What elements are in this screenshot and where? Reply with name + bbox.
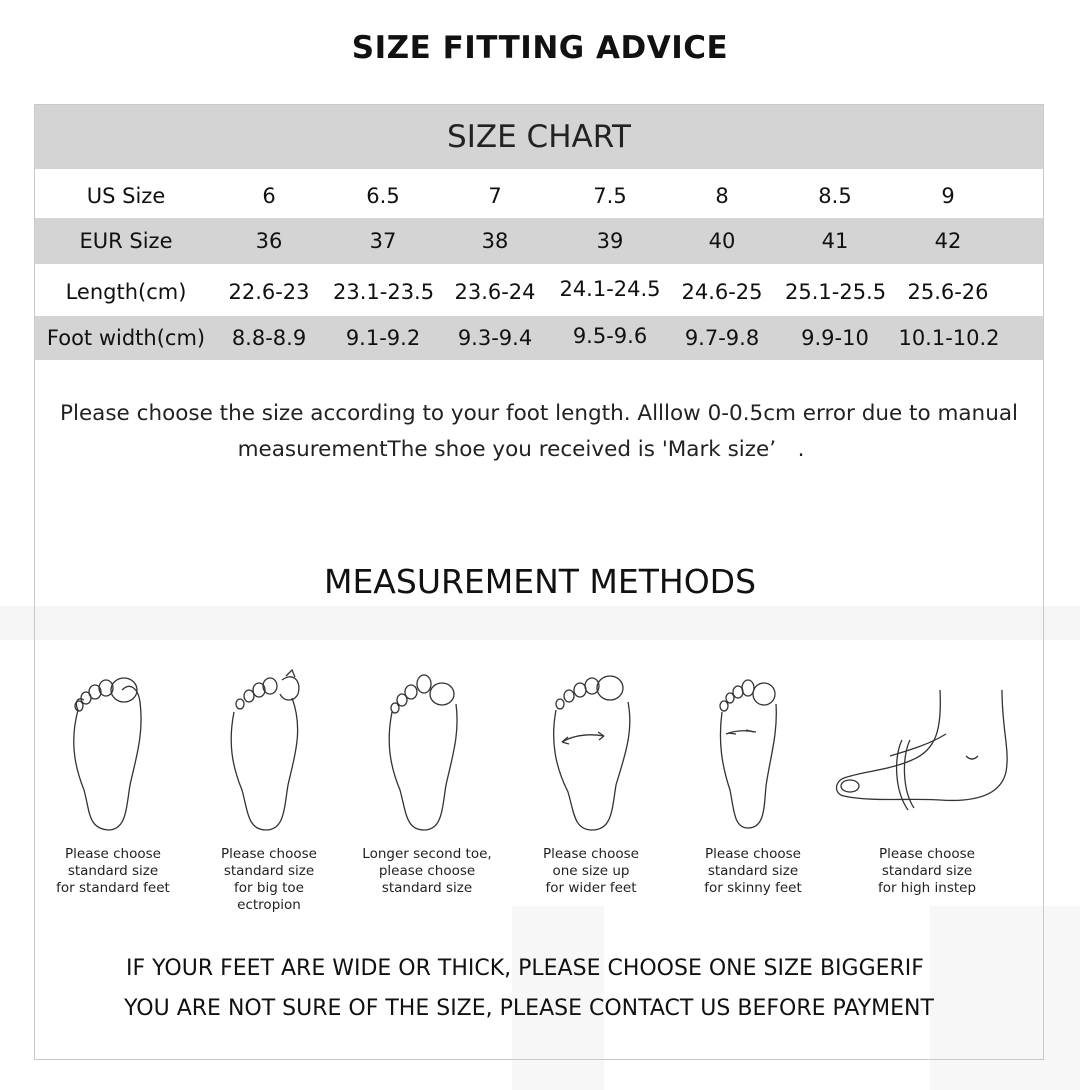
size-note-line-2: measurementThe shoe you received is 'Mark size’ . [237,437,805,462]
table-cell: 8.8-8.9 [231,326,307,350]
standard-foot-icon [64,660,154,835]
table-cell: 9.5-9.6 [572,324,648,348]
table-cell: 7 [488,184,502,208]
method-caption: Please choose standard size for skinny feet [704,846,802,896]
method-caption: Please choose standard size for standard feet [56,846,170,896]
table-cell: 9.9-10 [801,326,869,350]
advice-line-1: IF YOUR FEET ARE WIDE OR THICK, PLEASE CHOOSE ONE SIZE BIGGERIF [126,956,924,981]
table-cell: 9.7-9.8 [684,326,760,350]
row-label: Foot width(cm) [46,326,206,350]
table-cell: 25.1-25.5 [785,280,887,304]
size-note-line-1: Please choose the size according to your foot length. Alllow 0-0.5cm error due to manual [60,401,1018,426]
skinny-foot-icon [708,660,793,835]
table-cell: 6.5 [366,184,400,208]
advice-line-2: YOU ARE NOT SURE OF THE SIZE, PLEASE CONTACT US BEFORE PAYMENT [124,996,934,1021]
table-cell: 22.6-23 [228,280,310,304]
table-cell: 23.6-24 [454,280,536,304]
table-cell: 38 [481,229,509,253]
method-caption: Please choose standard size for big toe ectropion [221,846,317,913]
second-toe-foot-icon [380,660,470,835]
wide-foot-icon [546,660,641,835]
page-title: SIZE FITTING ADVICE [351,30,729,66]
row-label: US Size [86,184,166,208]
table-cell: 8 [715,184,729,208]
table-cell: 9.3-9.4 [457,326,533,350]
table-cell: 24.6-25 [681,280,763,304]
table-cell: 40 [708,229,736,253]
table-cell: 9 [941,184,955,208]
table-cell: 9.1-9.2 [345,326,421,350]
size-chart-heading: SIZE CHART [35,105,1043,169]
method-caption: Please choose one size up for wider feet [543,846,639,896]
table-cell: 23.1-23.5 [333,280,435,304]
table-row-foot-width [35,316,1043,360]
row-label: EUR Size [79,229,173,253]
table-cell: 36 [255,229,283,253]
table-row-eur-size [35,218,1043,264]
high-instep-foot-icon [830,660,1010,820]
table-cell: 6 [262,184,276,208]
method-caption: Longer second toe, please choose standard size [362,846,492,896]
table-cell: 7.5 [593,184,627,208]
table-cell: 8.5 [818,184,852,208]
table-cell: 42 [934,229,962,253]
table-cell: 41 [821,229,849,253]
row-label: Length(cm) [65,280,187,304]
table-cell: 24.1-24.5 [559,277,661,301]
table-cell: 39 [596,229,624,253]
size-table [35,170,1043,360]
method-caption: Please choose standard size for high instep [877,846,977,896]
table-row-length [35,264,1043,316]
table-cell: 25.6-26 [907,280,989,304]
size-note [35,396,1043,468]
table-row-us-size [35,170,1043,218]
table-cell: 37 [369,229,397,253]
table-cell: 10.1-10.2 [898,326,1000,350]
big-toe-foot-icon [222,660,312,835]
measurement-heading: MEASUREMENT METHODS [323,562,757,601]
